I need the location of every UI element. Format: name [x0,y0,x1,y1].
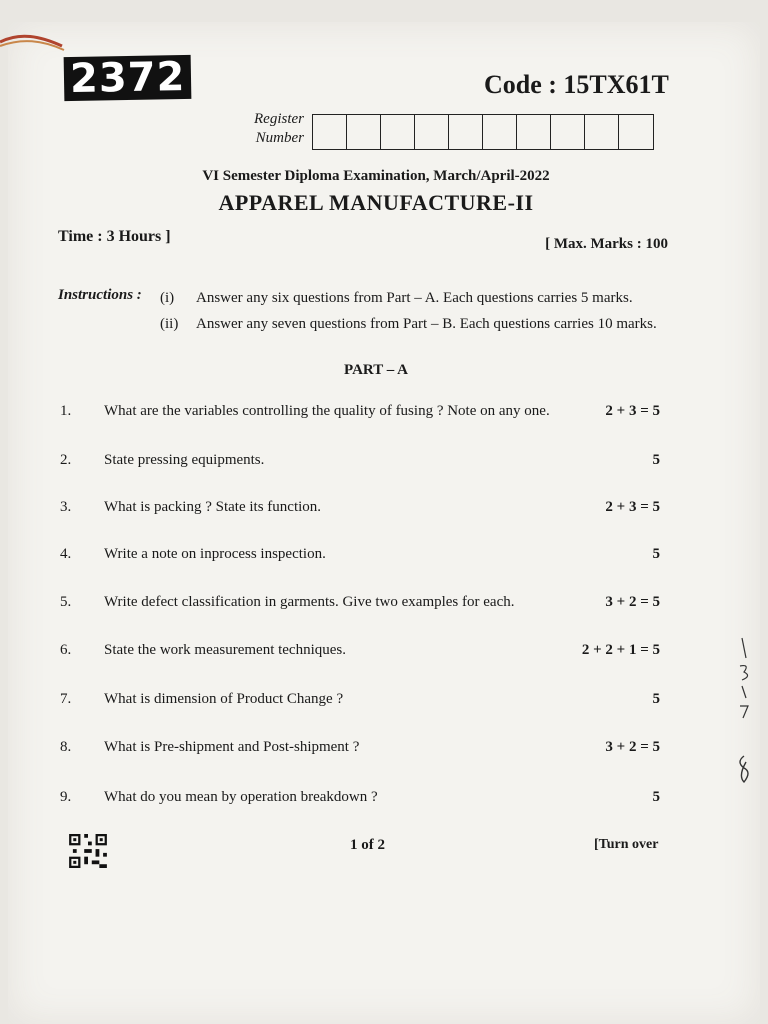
instruction-item: (ii) Answer any seven questions from Part – B. Each questions carries 10 marks. [160,316,657,332]
max-marks: [ Max. Marks : 100 [545,236,668,252]
pencil-annotation [734,636,764,796]
register-number-boxes[interactable] [312,114,654,150]
instructions-label: Instructions : [58,287,142,303]
register-digit-box[interactable] [585,115,619,149]
register-digit-box[interactable] [381,115,415,149]
question-item: 8. What is Pre-shipment and Post-shipment ? 3 + 2 = 5 [60,739,660,755]
part-a-heading: PART – A [344,362,408,378]
register-digit-box[interactable] [313,115,347,149]
time-allowed: Time : 3 Hours ] [58,228,171,245]
register-digit-box[interactable] [517,115,551,149]
register-digit-box[interactable] [449,115,483,149]
question-item: 5. Write defect classification in garments. Give two examples for each. 3 + 2 = 5 [60,594,660,610]
question-item: 4. Write a note on inprocess inspection. 5 [60,546,660,562]
question-item: 6. State the work measurement techniques. 2 + 2 + 1 = 5 [60,642,660,658]
question-item: 3. What is packing ? State its function. 2 + 3 = 5 [60,499,660,515]
question-item: 7. What is dimension of Product Change ? 5 [60,691,660,707]
binding-thread [0,28,80,58]
question-item: 2. State pressing equipments. 5 [60,452,660,468]
exam-title: VI Semester Diploma Examination, March/April-2022 [202,168,550,184]
subject-title: APPAREL MANUFACTURE-II [218,190,534,215]
subject-code: Code : 15TX61T [484,70,669,99]
paper-number-stamp: 2372 [64,55,192,101]
register-digit-box[interactable] [483,115,517,149]
page-number: 1 of 2 [350,837,385,853]
register-digit-box[interactable] [347,115,381,149]
register-digit-box[interactable] [551,115,585,149]
register-digit-box[interactable] [415,115,449,149]
turn-over-note: [Turn over [594,837,659,852]
qr-code-icon [68,834,108,868]
instruction-item: (i) Answer any six questions from Part – A. Each questions carries 5 marks. [160,290,633,306]
register-digit-box[interactable] [619,115,653,149]
question-item: 1. What are the variables controlling the quality of fusing ? Note on any one. 2 + 3 = 5 [60,403,660,419]
register-number-label: Register Number [254,111,304,146]
question-item: 9. What do you mean by operation breakdown ? 5 [60,789,660,805]
